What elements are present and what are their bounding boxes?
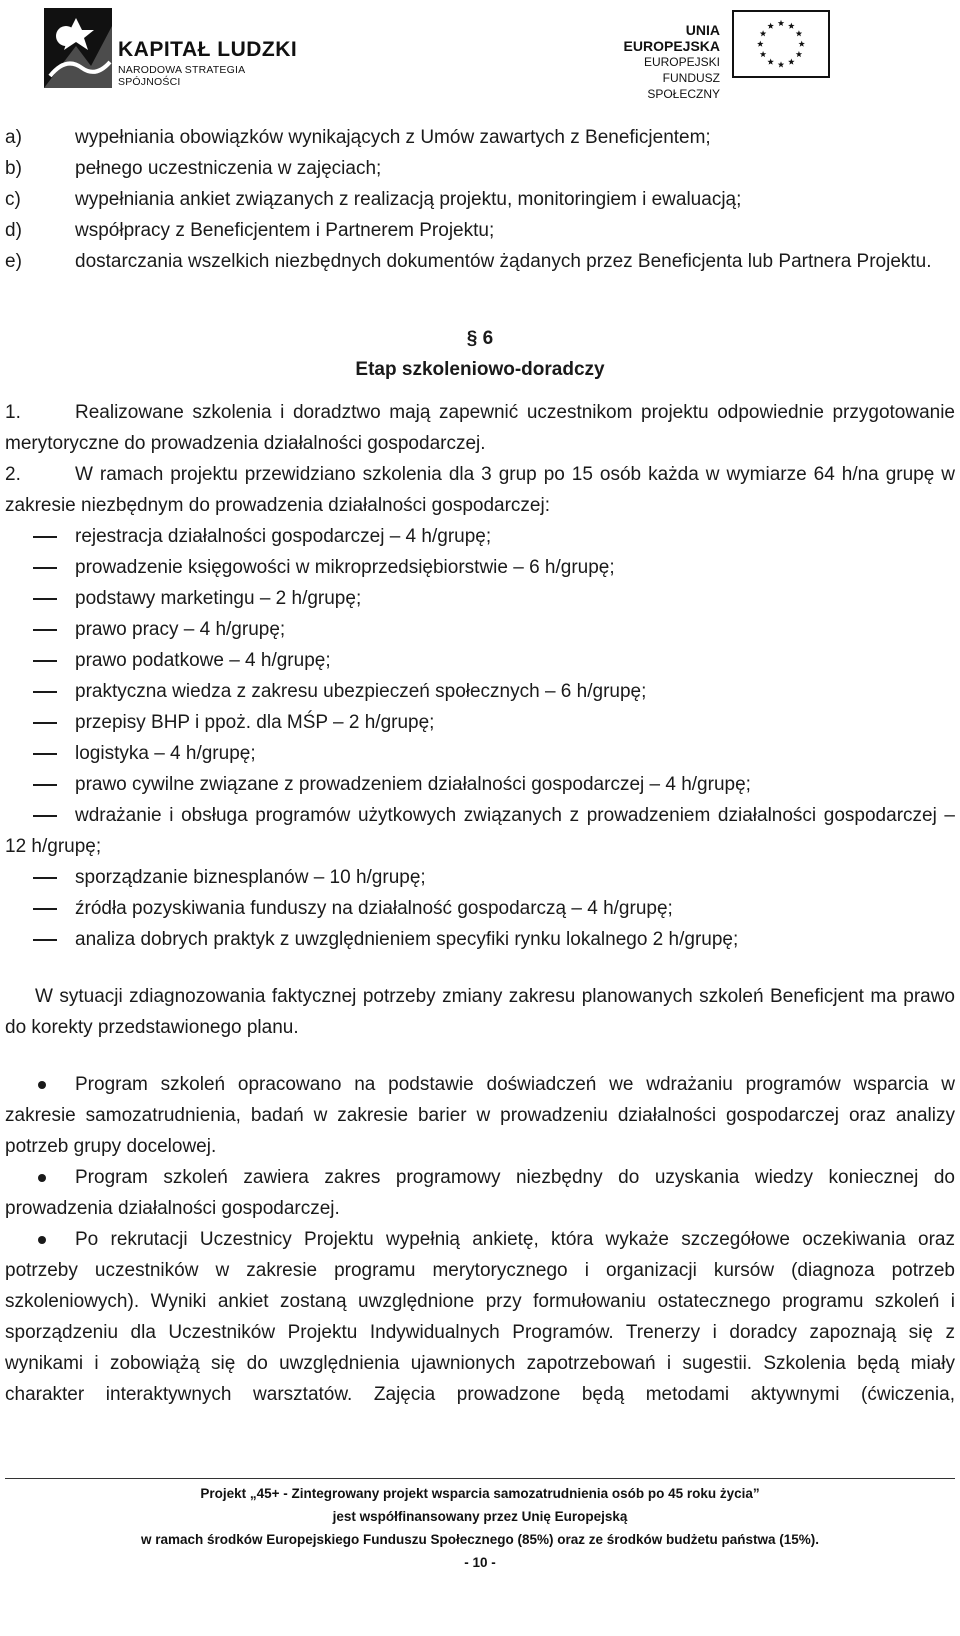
section-title: Etap szkoleniowo-doradczy bbox=[355, 359, 605, 380]
topic-text: przepisy BHP i ppoż. dla MŚP – 2 h/grupę; bbox=[75, 712, 435, 733]
eu-star-icon bbox=[757, 41, 763, 47]
eu-line-social-fund: FUNDUSZ SPOŁECZNY bbox=[647, 71, 720, 101]
point-text: Realizowane szkolenia i doradztwo mają zapewnić uczestnikom projektu odpowiednie przygotowanie merytoryczne do prowadzenia działalności gospodarczej. bbox=[5, 402, 955, 454]
bullet-item bbox=[5, 1224, 955, 1410]
obligation-a bbox=[5, 122, 955, 153]
topic-item bbox=[5, 552, 955, 583]
point-label: 2. bbox=[5, 464, 21, 485]
obligation-label: a) bbox=[5, 127, 22, 148]
topic-item bbox=[5, 862, 955, 893]
obligation-text: dostarczania wszelkich niezbędnych dokumentów żądanych przez Beneficjenta lub Partnera Projektu. bbox=[75, 251, 932, 272]
topic-item bbox=[5, 707, 955, 738]
dash-marker bbox=[33, 939, 57, 941]
dash-marker bbox=[33, 908, 57, 910]
eu-line-european: EUROPEJSKI bbox=[643, 55, 720, 69]
topic-item bbox=[5, 676, 955, 707]
eu-line-union: UNIA EUROPEJSKA bbox=[623, 22, 720, 54]
point-1 bbox=[5, 397, 955, 459]
kapital-ludzki-emblem-icon bbox=[36, 6, 116, 92]
page-header bbox=[0, 0, 960, 101]
topic-item bbox=[5, 521, 955, 552]
eu-star-icon bbox=[767, 59, 773, 65]
topic-text: wdrażanie i obsługa programów użytkowych związanych z prowadzeniem działalności gospodarczej – 12 h/grupę; bbox=[5, 805, 955, 857]
topic-text: logistyka – 4 h/grupę; bbox=[75, 743, 256, 764]
obligation-label: b) bbox=[5, 158, 22, 179]
dash-marker bbox=[33, 753, 57, 755]
point-label: 1. bbox=[5, 402, 21, 423]
obligation-b bbox=[5, 153, 955, 184]
footer-funds-line: w ramach środków Europejskiego Funduszu Społecznego (85%) oraz ze środków budżetu państwa (15%). bbox=[140, 1532, 820, 1547]
dash-marker bbox=[33, 629, 57, 631]
eu-star-icon bbox=[796, 51, 802, 57]
spacer bbox=[5, 1043, 955, 1069]
point-2 bbox=[5, 459, 955, 521]
topic-text: prawo podatkowe – 4 h/grupę; bbox=[75, 650, 331, 671]
dash-marker bbox=[33, 660, 57, 662]
bullet-text: Po rekrutacji Uczestnicy Projektu wypełnią ankietę, która wykaże szczegółowe oczekiwania oraz potrzeby uczestników w zakresie programu merytorycznego i organizacji kursów (diagnoza potrzeb szkoleniowych). Wyniki ankiet zostaną uwzględnione przy formułowaniu ostatecznego programu szkoleń i sporządzeniu dla Uczestników Projektu Indywidualnych Programów. Trenerzy i doradcy zapoznają się z wynikami i zobowiążą się do uwzględnienia ujawnionych zapotrzebowań i sugestii. Szkolenia będą miały charakter interaktywnych warsztatów. Zajęcia prowadzone będą metodami aktywnymi (ćwiczenia, bbox=[5, 1229, 955, 1405]
obligation-label: d) bbox=[5, 220, 22, 241]
topic-text: podstawy marketingu – 2 h/grupę; bbox=[75, 588, 362, 609]
dash-marker bbox=[33, 598, 57, 600]
footer-divider bbox=[5, 1478, 955, 1479]
kapital-ludzki-logo bbox=[36, 6, 306, 92]
kapital-ludzki-subtitle: NARODOWA STRATEGIA SPÓJNOŚCI bbox=[118, 64, 245, 88]
eu-star-icon bbox=[788, 23, 794, 29]
eu-star-icon bbox=[788, 59, 794, 65]
topic-text: rejestracja działalności gospodarczej – 4 h/grupę; bbox=[75, 526, 492, 547]
bullet-text: Program szkoleń zawiera zakres programowy niezbędny do uzyskania wiedzy koniecznej do prowadzenia działalności gospodarczej. bbox=[5, 1167, 955, 1219]
topic-text: analiza dobrych praktyk z uwzględnieniem specyfiki rynku lokalnego 2 h/grupę; bbox=[75, 929, 739, 950]
bullet-marker bbox=[38, 1174, 46, 1182]
obligation-text: pełnego uczestniczenia w zajęciach; bbox=[75, 158, 382, 179]
eu-logo-text bbox=[590, 22, 720, 102]
dash-marker bbox=[33, 567, 57, 569]
eu-star-icon bbox=[767, 23, 773, 29]
topic-text: prawo pracy – 4 h/grupę; bbox=[75, 619, 286, 640]
dash-marker bbox=[33, 536, 57, 538]
topic-item bbox=[5, 645, 955, 676]
topic-item bbox=[5, 800, 955, 862]
section-number: § 6 bbox=[466, 328, 494, 349]
eu-efs-logo bbox=[590, 10, 830, 101]
correction-note: W sytuacji zdiagnozowania faktycznej potrzeby zmiany zakresu planowanych szkoleń Beneficjent ma prawo do korekty przedstawionego planu. bbox=[5, 986, 955, 1038]
bullet-item bbox=[5, 1162, 955, 1224]
obligation-c bbox=[5, 184, 955, 215]
spacer bbox=[5, 277, 955, 323]
topic-text: sporządzanie biznesplanów – 10 h/grupę; bbox=[75, 867, 426, 888]
dash-marker bbox=[33, 815, 57, 817]
obligation-text: współpracy z Beneficjentem i Partnerem Projektu; bbox=[75, 220, 495, 241]
eu-star-icon bbox=[760, 30, 766, 36]
topic-item bbox=[5, 893, 955, 924]
bullet-item bbox=[5, 1069, 955, 1162]
eu-star-icon bbox=[778, 20, 784, 26]
obligation-d bbox=[5, 215, 955, 246]
point-text: W ramach projektu przewidziano szkolenia dla 3 grup po 15 osób każda w wymiarze 64 h/na grupę w zakresie niezbędnym do prowadzenia działalności gospodarczej: bbox=[5, 464, 955, 516]
topic-text: praktyczna wiedza z zakresu ubezpieczeń społecznych – 6 h/grupę; bbox=[75, 681, 647, 702]
obligation-label: c) bbox=[5, 189, 21, 210]
topic-item bbox=[5, 924, 955, 955]
footer-project-line: Projekt „45+ - Zintegrowany projekt wsparcia samozatrudnienia osób po 45 roku życia” bbox=[200, 1486, 760, 1501]
eu-star-icon bbox=[796, 30, 802, 36]
topic-item bbox=[5, 614, 955, 645]
topic-item bbox=[5, 769, 955, 800]
bullet-text: Program szkoleń opracowano na podstawie doświadczeń we wdrażaniu programów wsparcia w zakresie samozatrudnienia, badań w zakresie barier w prowadzeniu działalności gospodarczej oraz analizy potrzeb grupy docelowej. bbox=[5, 1074, 955, 1157]
dash-marker bbox=[33, 784, 57, 786]
page-footer bbox=[0, 1482, 960, 1574]
dash-marker bbox=[33, 877, 57, 879]
bullet-marker bbox=[38, 1236, 46, 1244]
eu-star-icon bbox=[760, 51, 766, 57]
topic-text: prawo cywilne związane z prowadzeniem działalności gospodarczej – 4 h/grupę; bbox=[75, 774, 751, 795]
obligation-text: wypełniania ankiet związanych z realizacją projektu, monitoringiem i ewaluacją; bbox=[75, 189, 742, 210]
topic-text: prowadzenie księgowości w mikroprzedsiębiorstwie – 6 h/grupę; bbox=[75, 557, 615, 578]
dash-marker bbox=[33, 722, 57, 724]
dash-marker bbox=[33, 691, 57, 693]
page-number: - 10 - bbox=[464, 1555, 496, 1570]
obligation-e bbox=[5, 246, 955, 277]
obligation-label: e) bbox=[5, 251, 22, 272]
spacer bbox=[5, 955, 955, 981]
bullet-marker bbox=[38, 1081, 46, 1089]
topic-text: źródła pozyskiwania funduszy na działalność gospodarczą – 4 h/grupę; bbox=[75, 898, 673, 919]
document-body bbox=[5, 122, 955, 1410]
eu-flag-icon bbox=[732, 10, 830, 78]
eu-star-icon bbox=[798, 41, 804, 47]
topic-item bbox=[5, 738, 955, 769]
obligation-text: wypełniania obowiązków wynikających z Umów zawartych z Beneficjentem; bbox=[75, 127, 711, 148]
kapital-ludzki-title: KAPITAŁ LUDZKI bbox=[118, 38, 298, 61]
topic-item bbox=[5, 583, 955, 614]
eu-star-icon bbox=[778, 61, 784, 67]
footer-cofinance-line: jest współfinansowany przez Unię Europejską bbox=[332, 1509, 628, 1524]
